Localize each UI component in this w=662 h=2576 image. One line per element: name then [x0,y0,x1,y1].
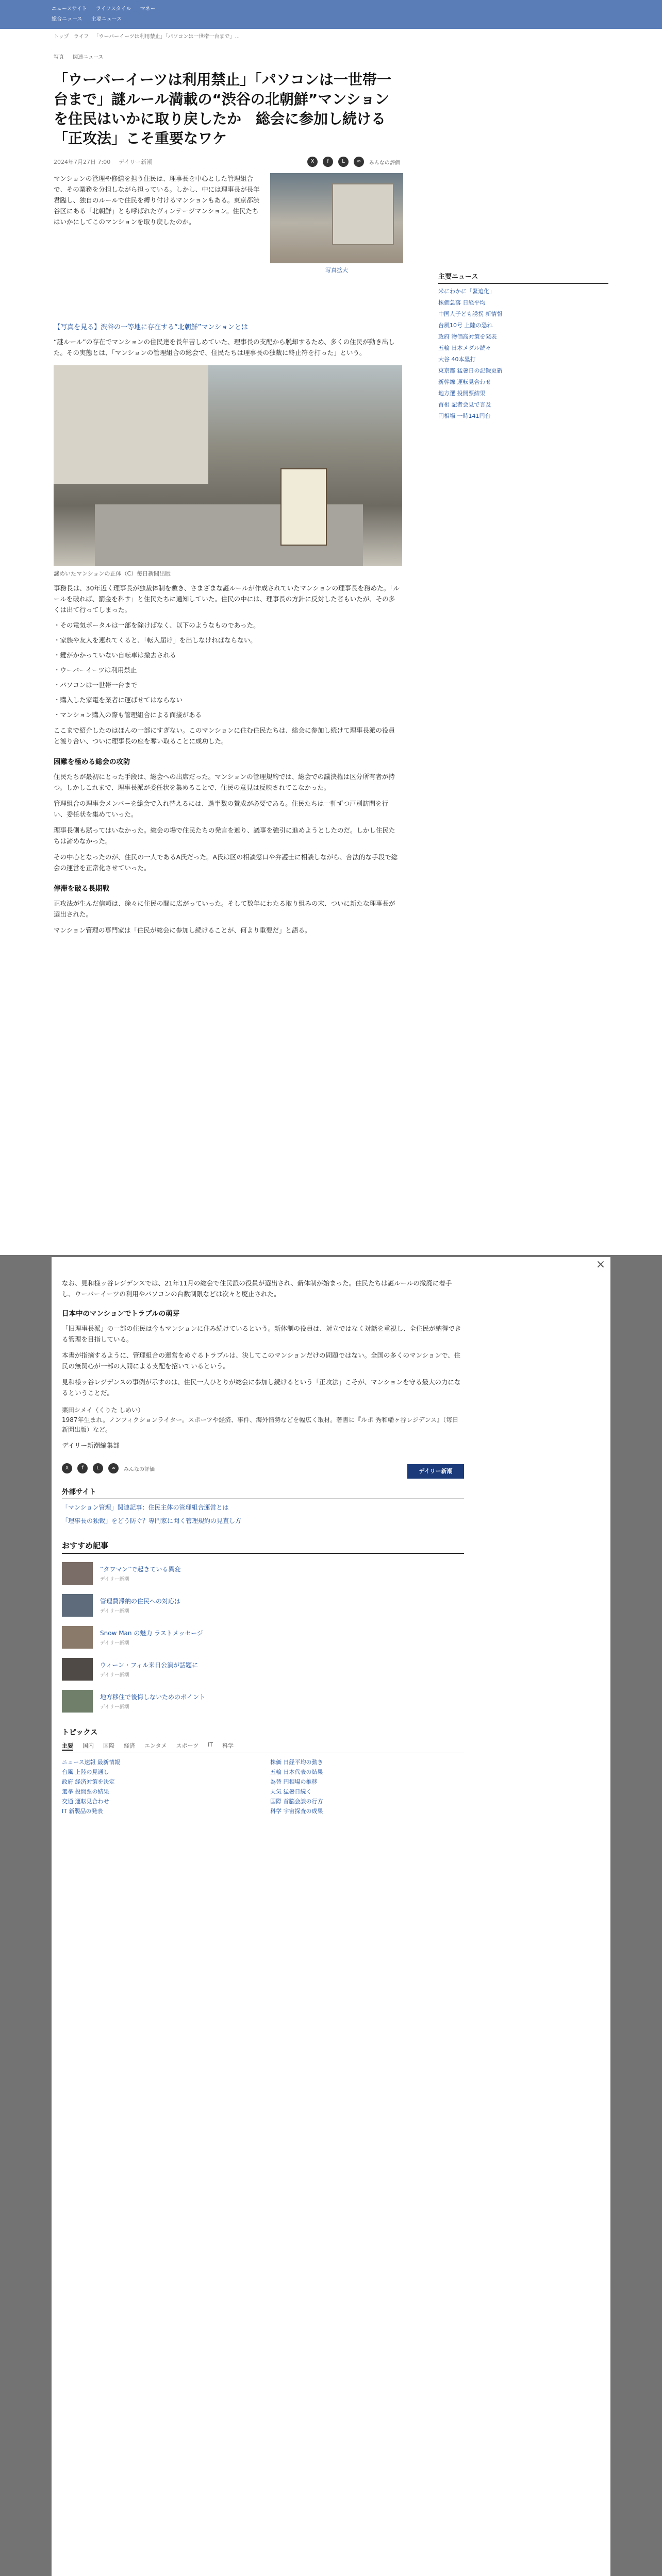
topics-heading: トピックス [62,1728,98,1737]
recommended-item[interactable] [62,1625,464,1650]
lead-photo[interactable] [270,173,403,263]
thumbnail-image [62,1594,93,1617]
list-item: ・ウーバーイーツは利用禁止 [54,666,137,674]
topbar-link[interactable]: ライフスタイル [95,6,131,12]
topic-link[interactable]: 為替 円相場の推移 [270,1778,318,1785]
sidebar-news-item[interactable]: 地方選 投開票結果 [438,390,486,397]
article-title: 「ウーバーイーツは利用禁止」「パソコンは一世帯一台まで」謎ルール満載の“渋谷の北朝鮮”マンションを住民はいかに取り戻したか 総会に参加し続ける「正攻法」こそ重要なワケ [54,71,391,147]
tab-topics[interactable]: 科学 [222,1742,234,1749]
recommended-item[interactable] [62,1593,464,1618]
photo-sign-shape [280,468,327,546]
article-subnav [54,53,111,60]
body-paragraph: “謎ルール”の存在でマンションの住民達を長年苦しめていた、理事長の支配から脱却するため、多くの住民が動き出した。その実態とは、「マンションの管理組合の総会で、住民たちは理事長の独裁に終止符を打った」という。 [54,338,395,357]
line-share-icon[interactable]: L [93,1463,103,1473]
mansion-photo[interactable] [54,365,402,566]
sidebar-main-news [438,271,608,420]
tab-photos[interactable]: 写真 [54,55,64,60]
modal-content [62,1273,464,1816]
topic-link[interactable]: 株価 日経平均の動き [270,1759,323,1766]
publisher-name: デイリー新潮編集部 [62,1442,120,1449]
thumbnail-image [62,1690,93,1713]
section-heading: 停滞を破る長期戦 [54,885,109,893]
rating-label[interactable]: みんなの評価 [369,160,400,166]
tab-topics[interactable]: スポーツ [176,1742,199,1749]
body-paragraph: 「旧理事長派」の一部の住民は今もマンションに住み続けているという。新体制の役員は、対立ではなく対話を重視し、全住民が納得できる管理を目指している。 [62,1325,461,1343]
article-date: 2024年7月27日 7:00 [54,159,111,165]
topbar-link[interactable]: 総合ニュース [52,16,82,22]
rule-list [52,620,402,720]
tab-topics[interactable]: 国際 [103,1742,114,1749]
tab-related-news[interactable]: 関連ニュース [73,55,104,60]
recommended-item[interactable] [62,1657,464,1682]
body-paragraph: ここまで紹介したのはほんの一部にすぎない。このマンションに住む住民たちは、総会に参加し続けて理事長派の役員と渡り合い、ついに理事長の座を奪い取ることに成功した。 [54,726,395,745]
sidebar-news-item[interactable]: 東京都 猛暑日の記録更新 [438,367,503,374]
sidebar-news-item[interactable]: 大谷 40本塁打 [438,356,476,363]
list-item: ・購入した家電を業者に運ばせてはならない [54,696,183,704]
topic-link[interactable]: 台風 上陸の見通し [62,1769,109,1775]
tab-topics[interactable]: 経済 [124,1742,135,1749]
share-buttons [62,1463,155,1473]
tab-topics[interactable]: 国内 [82,1742,94,1749]
recommended-source: デイリー新潮 [100,1576,129,1582]
list-item: ・鍵がかかっていない自転車は撤去される [54,651,176,659]
close-icon[interactable]: × [595,1258,606,1271]
modal-meta [62,1462,464,1475]
photo-wall-shape [54,365,208,484]
topic-link[interactable]: 政府 経済対策を決定 [62,1778,115,1785]
recommended-title[interactable]: ウィーン・フィル来日公演が話題に [100,1661,198,1669]
topbar-row-1 [52,4,163,12]
sidebar-news-item[interactable]: 株価急落 日経平均 [438,299,486,306]
breadcrumb-item[interactable]: トップ [54,34,69,40]
topbar-link[interactable]: マネー [140,6,156,12]
topbar-link[interactable]: 主要ニュース [91,16,122,22]
recommended-source: デイリー新潮 [100,1608,129,1614]
tab-topics[interactable]: エンタメ [144,1742,167,1749]
article-page [52,29,610,1255]
external-link[interactable]: 「理事長の独裁」をどう防ぐ？専門家に聞く管理規約の見直し方 [62,1517,242,1524]
thumbnail-image [62,1658,93,1681]
topic-link[interactable]: 天気 猛暑日続く [270,1788,312,1795]
tab-topics[interactable]: 主要 [62,1741,73,1751]
breadcrumb [54,32,243,40]
topic-link[interactable]: 科学 宇宙探査の成果 [270,1808,323,1815]
topic-link[interactable]: 国際 首脳会談の行方 [270,1798,323,1805]
top-navigation-bar [0,0,662,29]
photo-gallery-link[interactable]: 【写真を見る】渋谷の一等地に存在する“北朝鮮”マンションとは [54,324,248,331]
body-paragraph: 見和様ッ谷レジデンスの事例が示すのは、住民一人ひとりが総会に参加し続けるという「正攻法」こそが、マンションを守る最大の力になるということだ。 [62,1378,461,1397]
sidebar-news-item[interactable]: 新幹線 運転見合わせ [438,379,491,385]
body-paragraph: その中心となったのが、住民の一人であるA氏だった。A氏は区の相談窓口や弁護士に相談しながら、合法的な手段で総会の運営を正常化させていった。 [54,853,398,872]
topics-tabs [62,1741,464,1753]
sidebar-news-item[interactable]: 中国人子ども誘拐 新情報 [438,311,503,317]
sidebar-news-item[interactable]: 首相 記者会見で言及 [438,401,491,408]
rating-label[interactable]: みんなの評価 [124,1466,155,1472]
lead-section [54,173,400,317]
recommended-title[interactable]: 管理費滞納の住民への対応は [100,1597,181,1605]
recommended-title[interactable]: 地方移住で後悔しないためのポイント [100,1693,206,1701]
section-heading: 日本中のマンションでトラブルの萌芽 [62,1310,180,1318]
thumbnail-image [62,1562,93,1585]
topics-list [62,1757,464,1816]
topic-link[interactable]: IT 新製品の発表 [62,1808,103,1815]
recommended-source: デイリー新潮 [100,1704,129,1710]
recommended-item[interactable] [62,1561,464,1586]
recommended-source: デイリー新潮 [100,1640,129,1646]
x-share-icon[interactable]: X [62,1463,72,1473]
line-share-icon[interactable]: L [338,157,349,167]
breadcrumb-item: 「ウーバーイーツは利用禁止」「パソコンは一世帯一台まで」... [93,34,240,40]
sidebar-heading: 主要ニュース [438,271,608,284]
body-paragraph: 住民たちが最初にとった手段は、総会への出席だった。マンションの管理規約では、総会での議決権は区分所有者が持つ。しかしこれまで、理事長派が委任状を集めることで、住民の意見は反映されてこなかった。 [54,773,395,791]
publisher-logo[interactable]: デイリー新潮 [407,1464,464,1479]
body-paragraph: 管理組合の理事会メンバーを総会で入れ替えるには、過半数の賛成が必要である。住民たちは一軒ずつ戸別訪問を行い、委任状を集めていった。 [54,800,389,818]
article-meta [54,156,400,168]
author-bio: 栗田シメイ（くりた しめい） 1987年生まれ。ノンフィクションライター。スポーツや経済、事件、海外情勢などを幅広く取材。著書に『ルポ 秀和幡ヶ谷レジデンス』（毎日新聞出版）など。 [62,1406,459,1433]
breadcrumb-item[interactable]: ライフ [73,34,89,40]
facebook-share-icon[interactable]: f [77,1463,88,1473]
lead-paragraph: マンションの管理や修繕を担う住民は、理事長を中心とした管理組合で、その業務を分担しながら担っている。しかし、中には理事長が長年君臨し、独自のルールで住民を縛り付けるマンションもある。東京都渋谷区にある「北朝鮮」とも呼ばれたヴィンテージマンション。住民たちはいかにしてこのマンションを取り戻したのか。 [54,175,260,226]
recommended-heading: おすすめ記事 [62,1540,464,1554]
body-paragraph: 本書が指摘するように、管理組合の運営をめぐるトラブルは、決してこのマンションだけの問題ではない。全国の多くのマンションで、住民の無関心が一部の人間による支配を招いているという。 [62,1351,461,1370]
topbar-link[interactable]: ニュースサイト [52,6,87,12]
external-sites-heading: 外部サイト [62,1486,464,1499]
x-share-icon[interactable]: X [307,157,318,167]
article-source[interactable]: デイリー新潮 [119,159,153,165]
list-item: ・パソコンは一世帯一台まで [54,681,138,689]
topic-link[interactable]: 選挙 投開票の結果 [62,1788,109,1795]
list-item: ・その電気ポータルは一部を除けばなく、以下のようなものであった。 [54,621,260,629]
recommended-title[interactable]: “タワマン”で起きている異変 [100,1565,181,1573]
body-paragraph: マンション管理の専門家は「住民が総会に参加し続けることが、何より重要だ」と語る。 [54,926,311,934]
body-paragraph: 正攻法が生んだ信頼は、徐々に住民の間に広がっていった。そして数年にわたる取り組みの末、ついに新たな理事長が選出された。 [54,900,395,918]
topbar-row-2 [52,14,129,22]
article-main [52,65,402,936]
photo-enlarge-link[interactable]: 写真拡大 [325,267,348,274]
article-continuation-modal [52,1257,610,2576]
list-item: ・家族や友人を連れてくると、「転入届け」を出しなければならない。 [54,636,257,644]
recommended-item[interactable] [62,1689,464,1714]
topic-link[interactable]: ニュース速報 最新情報 [62,1759,120,1766]
body-paragraph: 理事長側も黙ってはいなかった。総会の場で住民たちの発言を遮り、議事を強引に進めようとしたのだ。しかし住民たちは諦めなかった。 [54,826,395,845]
sidebar-news-item[interactable]: 政府 物価高対策を発表 [438,333,497,340]
external-link[interactable]: 「マンション管理」関連記事：住民主体の管理組合運営とは [62,1504,229,1511]
building-shape [332,183,394,245]
sidebar-news-item[interactable]: 円相場 一時141円台 [438,413,491,419]
recommended-source: デイリー新潮 [100,1672,129,1678]
link-copy-icon[interactable]: ∞ [354,157,364,167]
body-paragraph: 事務長は、30年近く理事長が独裁体制を敷き、さまざまな謎ルールが作成されていたマンションの理事長を務めた。「ルールを破れば、罰金を科す」と住民たちに通知していた。住民の中には、理事長の方針に反対した者もいたが、その多くは出て行ってしまった。 [54,584,400,614]
photo-caption: 謎めいたマンションの正体（C）毎日新聞出版 [54,570,171,577]
tab-topics[interactable]: IT [208,1741,213,1748]
thumbnail-image [62,1626,93,1649]
sidebar-news-item[interactable]: 米にわかに「緊迫化」 [438,288,495,295]
sidebar-news-item[interactable]: 五輪 日本メダル続々 [438,345,491,351]
topic-link[interactable]: 交通 運転見合わせ [62,1798,109,1805]
recommended-title[interactable]: Snow Man の魅力 ラストメッセージ [100,1629,203,1637]
facebook-share-icon[interactable]: f [323,157,333,167]
link-copy-icon[interactable]: ∞ [108,1463,119,1473]
list-item: ・マンション購入の際も管理組合による面接がある [54,711,202,719]
topic-link[interactable]: 五輪 日本代表の結果 [270,1769,323,1775]
sidebar-news-item[interactable]: 台風10号 上陸の恐れ [438,322,493,329]
section-heading: 困難を極める総会の攻防 [54,758,130,766]
body-paragraph: なお、見和様ッ谷レジデンスでは、21年11月の総会で住民派の役員が選出され、新体制が始まった。住民たちは謎ルールの撤廃に着手し、ウーバーイーツの利用やパソコンの台数制限などは次々と廃止された。 [62,1279,452,1298]
share-buttons [307,157,400,167]
